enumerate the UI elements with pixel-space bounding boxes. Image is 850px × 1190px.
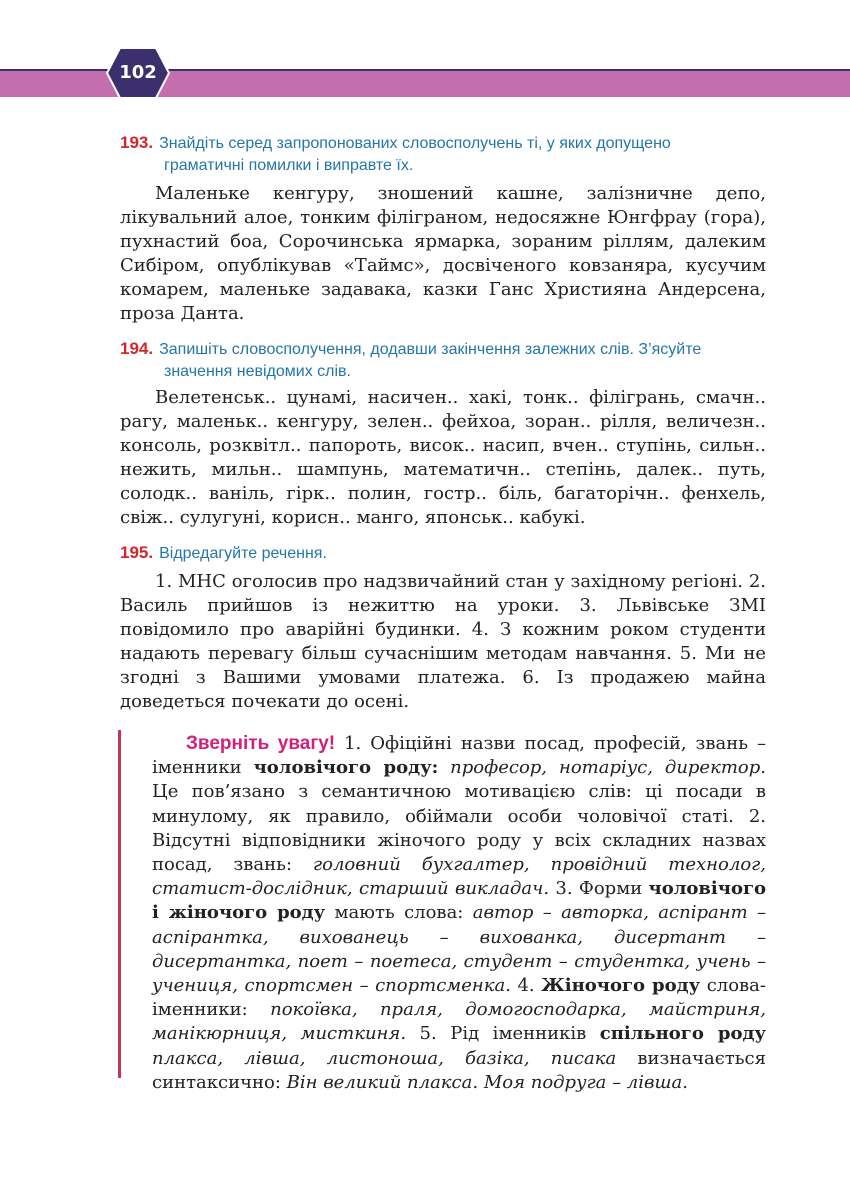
note-italic: професор, нотаріус, директор. bbox=[438, 757, 766, 779]
note-bold: чоловічого і жіночого роду bbox=[152, 878, 766, 924]
exercise-text: Велетенськ.. цунамі, насичен.. хакі, тонк.. філігрань, смачн.. рагу, маленьк.. кенгуру, зелен.. фейхоа, зоран.. рілля, величезн.. консоль, розквітл.. папороть, висок.. насип, вчен.. ступінь, сильн.. нежить, мильн.. шампунь, математичн.. степінь, далек.. путь, солодк.. ваніль, гірк.. полин, гостр.. біль, багаторічн.. фенхель, свіж.. сулугуні, корисн.. манго, японськ.. кабукі. bbox=[120, 387, 766, 528]
note-italic: Він великий плакса. Моя подруга – лівша. bbox=[286, 1071, 688, 1093]
note-accent-bar bbox=[118, 730, 121, 1078]
note-italic: покоївка, праля, домогосподарка, майстриня, манікюрниця, мисткиня. bbox=[152, 999, 766, 1045]
note-text: 1. Офіційні назви посад, професій, звань – іменники bbox=[152, 733, 766, 779]
note-italic: автор – авторка, аспірант – аспірантка, вихованець – вихованка, дисертант – дисертантка, поет – поетеса, студент – студентка, учень – учениця, спортсмен – спортсменка. bbox=[152, 902, 767, 997]
note-block bbox=[152, 732, 766, 1095]
task-193-body bbox=[120, 182, 766, 326]
note-bold: чоловічого роду: bbox=[253, 757, 439, 779]
note-italic: плакса, лівша, листоноша, базіка, писака bbox=[152, 1047, 617, 1069]
task-193-instruction bbox=[120, 132, 671, 177]
note-text: 4. bbox=[510, 975, 542, 997]
instruction-text: граматичні помилки і виправте їх. bbox=[164, 157, 414, 174]
instruction-text: Відредагуйте речення. bbox=[159, 545, 327, 562]
note-text: Це пов’язано з семантичною мотивацією слів: ці посади в минулому, як правило, обіймали особи чоловічої статі. 2. Відсутні відповідники жіночого роду у всіх складних назвах посад, звань: bbox=[152, 781, 766, 876]
note-text: слова-іменники: bbox=[152, 975, 766, 1021]
note-bold: спільного роду bbox=[599, 1023, 766, 1045]
note-text: визначається синтаксично: bbox=[152, 1047, 766, 1093]
task-195-instruction bbox=[120, 542, 327, 565]
note-italic: головний бухгалтер, провідний технолог, статист-дослідник, старший викладач. bbox=[152, 854, 766, 900]
note-text: мають слова: bbox=[325, 902, 473, 924]
task-number: 195. bbox=[120, 543, 154, 562]
note-bold: Жіночого роду bbox=[541, 975, 701, 997]
task-number: 194. bbox=[120, 339, 154, 358]
exercise-text: 1. МНС оголосив про надзвичайний стан у західному регіоні. 2. Василь прийшов із нежиттю на уроки. 3. Львівське ЗМІ повідомило про аварійні будинки. 4. З кожним роком студенти надають перевагу більш сучаснішим методам навчання. 5. Ми не згодні з Вашими умовами платежа. 6. Із продажею майна доведеться почекати до осені. bbox=[120, 571, 766, 712]
note-lead: Зверніть увагу! bbox=[186, 733, 336, 754]
task-194-instruction bbox=[120, 338, 701, 383]
note-text: 3. Форми bbox=[549, 878, 649, 900]
task-194-body bbox=[120, 386, 766, 530]
task-195-body bbox=[120, 570, 766, 714]
exercise-text: Маленьке кенгуру, зношений кашне, залізничне депо, лікувальний алое, тонким філіграном, недосяжне Юнгфрау (гора), пухнастий боа, Сорочинська ярмарка, зораним ріллям, далеким Сибіром, опублікував «Таймс», досвіченого ковзаняра, кусучим комарем, маленьке задавака, казки Ганс Християна Андерсена, проза Данта. bbox=[120, 183, 766, 324]
task-number: 193. bbox=[120, 133, 154, 152]
instruction-text: значення невідомих слів. bbox=[164, 363, 351, 380]
page-number: 102 bbox=[119, 62, 157, 83]
instruction-text: Запишіть словосполучення, додавши закінчення залежних слів. З’ясуйте bbox=[159, 341, 702, 358]
instruction-text: Знайдіть серед запропонованих словосполучень ті, у яких допущено bbox=[159, 135, 671, 152]
note-text: 5. Рід іменників bbox=[406, 1023, 600, 1045]
